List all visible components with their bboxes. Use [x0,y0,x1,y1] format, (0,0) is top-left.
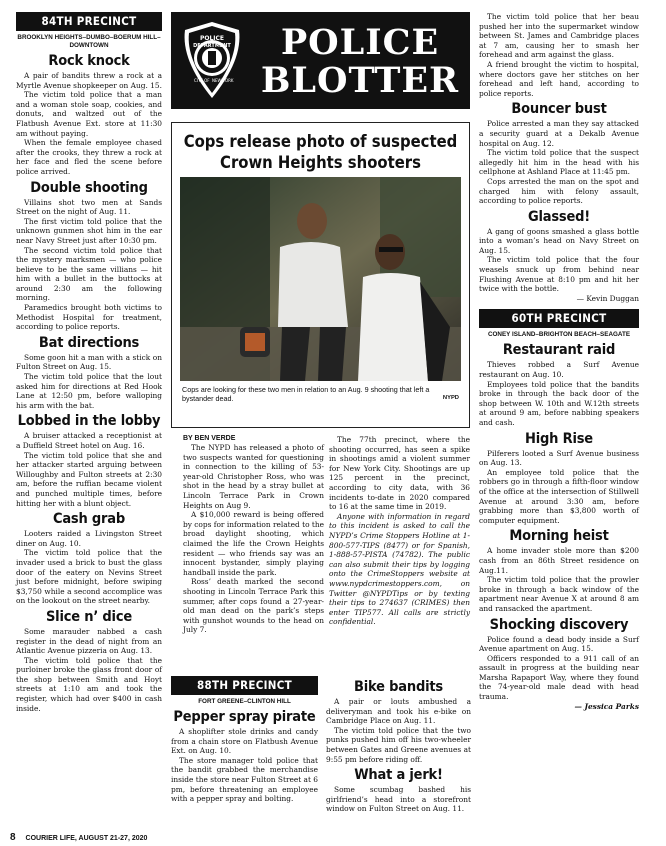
photo-credit: NYPD [442,395,459,401]
story-list [479,101,639,294]
tip-line-note: Anyone with information in regard to this incident is asked to call the NYPD’s Crime Stoppers Hotline at 1-800-577-TIPS (8477) or for Spanish, 1-888-57-PISTA (74782). The public can also submit their tips by logging onto the CrimeStoppers website at www.nypdcrimestoppers.com, on Twitter @NYPDTips or by texting their tips to 274637 (CRIMES) then enter TIP577. All calls are strictly confidential. [329,511,470,627]
story-paragraph: Thieves robbed a Surf Avenue restaurant on Aug. 10. [479,360,639,380]
precinct-banner: 60TH PRECINCT [479,309,639,328]
article-body [329,435,470,512]
story-paragraph: Police found a dead body inside a Surf Avenue apartment on Aug. 15. [479,634,639,654]
story-paragraph: Some scumbag bashed his girlfriend’s head into a storefront window on Fulton Street on Aug. 11. [326,785,471,814]
story-paragraph: The victim told police that a man and a woman stole soap, cookies, and donuts, and waltzed out of the Flatbush Avenue Ext. store at 11:30 am without paying. [16,90,162,138]
story-paragraph: The victim told police that the suspect allegedly hit him in the head with his cellphone at Ashland Place at 11:45 pm. [479,148,639,177]
story-headline: High Rise [525,430,593,447]
story-list [326,679,471,814]
story-paragraph: The victim told police that the four weasels snuck up from behind near Flushing Avenue at 8:10 pm and hit her twice with the bottle. [479,255,639,294]
svg-text:DEPARTMENT: DEPARTMENT [193,43,231,49]
byline: BY BEN VERDE [183,435,236,442]
story-paragraph: Pilferers looted a Surf Avenue business on Aug. 13. [479,448,639,468]
column-84th-precinct [16,12,162,713]
column-right [479,12,639,711]
story-paragraph: A gang of goons smashed a glass bottle into a woman’s head on Navy Street on Aug. 15. [479,226,639,255]
story-paragraph: A bruiser attacked a receptionist at a Duffield Street hotel on Aug. 16. [16,431,162,450]
story-paragraph: The victim told police that the lout asked him for directions at Red Hook Lane at 12:50 pm, before walloping his arm with the bat. [16,372,162,410]
story-headline: Cash grab [52,511,126,528]
story-paragraph: The 77th precinct, where the shooting occurred, has seen a spike in shootings amid a violent summer for New York City. Shootings are up 125 percent in the precinct, according to city data, with 36 incidents to-date in 2020 compared to 16 at the same time in 2019. [329,435,470,512]
story-headline: Shocking discovery [489,616,629,633]
feature-article-column-1 [183,435,324,635]
svg-text:POLICE: POLICE [199,35,225,42]
feature-article-column-2 [329,435,470,627]
story-headline: Pepper spray pirate [173,709,316,725]
story-paragraph: A friend brought the victim to hospital, where doctors gave her stitches on her forehead and left hand, according to police reports. [479,59,639,98]
story-paragraph: Paramedics brought both victims to Methodist Hospital for treatment, according to police reports. [16,303,162,332]
story-paragraph: When the female employee chased after the crooks, they threw a rock at her face and fled the scene before police arrived. [16,138,162,176]
story-paragraph: Officers responded to a 911 call of an assault in progress at the building near Marsha Rapaport Way, where they found the 74-year-old male dead with head trauma. [479,653,639,702]
precinct-banner: 88TH PRECINCT [171,676,318,695]
story-headline: Bouncer bust [511,101,607,118]
reporter-signature: — Kevin Duggan [576,293,639,303]
svg-text:CITY OF: CITY OF [194,78,210,83]
story-paragraph: A pair or louts ambushed a deliveryman and took his e-bike on Cambridge Place on Aug. 11. [326,697,471,726]
story-headline: Bike bandits [354,679,443,695]
precinct-banner: 84TH PRECINCT [16,12,162,31]
publication-date: COURIER LIFE, AUGUST 21-27, 2020 [25,835,148,842]
story-paragraph: A $10,000 reward is being offered by cops for information related to the broad daylight shooting, which claimed the life the Crown Heights resident — who friends say was an innocent bystander, simply playing handball inside the park. [183,510,324,577]
precinct-neighborhoods: CONEY ISLAND–BRIGHTON BEACH–SEAGATE [487,331,631,339]
story-paragraph: Looters raided a Livingston Street diner on Aug. 10. [16,529,162,548]
story-paragraph: The second victim told police that the mystery marksmen — who police believe to be the same villians — hit him with a bullet in the buttocks at around 2:30 am the following morning. [16,245,162,303]
story-paragraph: Cops arrested the man on the spot and charged him with felony assault, according to police reports. [479,176,639,206]
story-headline: Restaurant raid [502,342,616,359]
story-headline: Rock knock [48,53,130,69]
story-paragraph: Ross’ death marked the second shooting in Lincoln Terrace Park this summer, after cops found a 27-year-old man dead on the park’s steps with gunshot wounds to the head on July 7. [183,577,324,635]
precinct-neighborhoods: BROOKLYN HEIGHTS–DUMBO–BOERUM HILL–DOWNTOWN [17,34,161,49]
column-88th-continued [326,676,471,814]
photo-caption [182,385,459,403]
story-headline: Morning heist [509,528,609,545]
story-paragraph: The victim told police that the purloiner broke the glass front door of the shop between Smith and Hoyt streets at 1:10 am and took the register, which had over $400 in cash inside. [16,655,162,713]
feature-story-box [171,122,470,428]
story-paragraph: The victim told police that the prowler broke in through a back window of the apartment near Avenue X at around 8 am and ransacked the apartment. [479,575,639,613]
story-paragraph: The victim told police that the two punks pushed him off his two-wheeler between Gates and Greene avenues at 9:55 pm before riding off. [326,725,471,764]
police-blotter-masthead [171,12,470,109]
nypd-badge-icon [179,20,245,100]
column-88th-precinct [171,676,318,804]
story-headline: Glassed! [527,208,591,225]
story-continuation [479,12,639,98]
masthead-title [255,24,465,100]
story-paragraph: Some goon hit a man with a stick on Fulton Street on Aug. 15. [16,352,162,372]
story-paragraph: The victim told police that she and her attacker started arguing between Willoughby and Fulton streets at 2:30 am, before the ruffian became violent and punched multiple times, before hitting her with a blunt object. [16,450,162,508]
story-headline: Lobbed in the lobby [17,413,161,430]
article-body [183,443,324,635]
story-paragraph: A home invader stole more than $200 cash from an 86th Street residence on Aug.11. [479,546,639,575]
story-paragraph: The victim told police that the invader used a brick to bust the glass door of the eatery on Nevins Street just before midnight, before swiping $3,750 while a second accomplice was on the lookout on the street nearby. [16,548,162,606]
story-headline: Double shooting [30,179,148,196]
story-paragraph: Some marauder nabbed a cash register in the dead of night from an Atlantic Avenue pizzeria on Aug. 13. [16,626,162,656]
story-paragraph: Employees told police that the bandits broke in through the back door of the shop between W. 10th and W.12th streets at around 9 am, before nabbing speakers and cash. [479,379,639,427]
story-paragraph: The first victim told police that the unknown gunmen shot him in the ear near Navy Street just after 10:30 pm. [16,216,162,245]
caption-text: Cops are looking for these two men in relation to an Aug. 9 shooting that left a bystander dead. [182,385,430,403]
suspects-photo [180,177,461,381]
story-paragraph: The NYPD has released a photo of two suspects wanted for questioning in connection to the killing of 53-year-old Christopher Ross, who was shot in the head by a stray bullet at Lincoln Terrace Park in Crown Heights on Aug 9. [183,443,324,510]
story-headline: Bat directions [38,334,140,351]
story-paragraph: Villains shot two men at Sands Street on the night of Aug. 11. [16,197,162,217]
masthead-line-1: POLICE [280,22,440,63]
story-body [171,727,318,804]
story-headline: What a jerk! [354,767,443,784]
story-list [479,342,639,701]
reporter-signature: — Jessica Parks [574,701,639,711]
story-paragraph: A pair of bandits threw a rock at a Myrtle Avenue shopkeeper on Aug. 15. [16,71,162,90]
page-footer [10,832,147,843]
story-list [16,53,162,713]
story-paragraph: The store manager told police that the bandit grabbed the merchandise inside the store near Fulton Street at 6 pm, before threatening an employee with a pepper spray and bolting. [171,755,318,804]
story-paragraph: The victim told police that her beau pushed her into the supermarket window between St. James and Cambridge places at 7 am, causing her to smash her forehead and arm against the glass. [479,12,639,60]
story-paragraph: An employee told police that the robbers go in through a fifth-floor window of the office at the intersection of Stillwell Avenue at around 3:30 am, before grabbing more than $3,800 worth of computer equipment. [479,467,639,525]
precinct-neighborhoods: FORT GREENE–CLINTON HILL [198,698,291,705]
story-paragraph: Police arrested a man they say attacked a security guard at a Dekalb Avenue hospital on Aug. 12. [479,119,639,148]
feature-headline: Cops release photo of suspected Crown Heights shooters [183,132,458,172]
page-number: 8 [10,832,16,843]
story-headline: Slice n’ dice [45,608,133,625]
svg-text:NEW YORK: NEW YORK [212,78,234,83]
masthead-line-2: BLOTTER [260,60,460,101]
story-paragraph: A shoplifter stole drinks and candy from a chain store on Flatbush Avenue Ext. on Aug. 10. [171,727,318,756]
